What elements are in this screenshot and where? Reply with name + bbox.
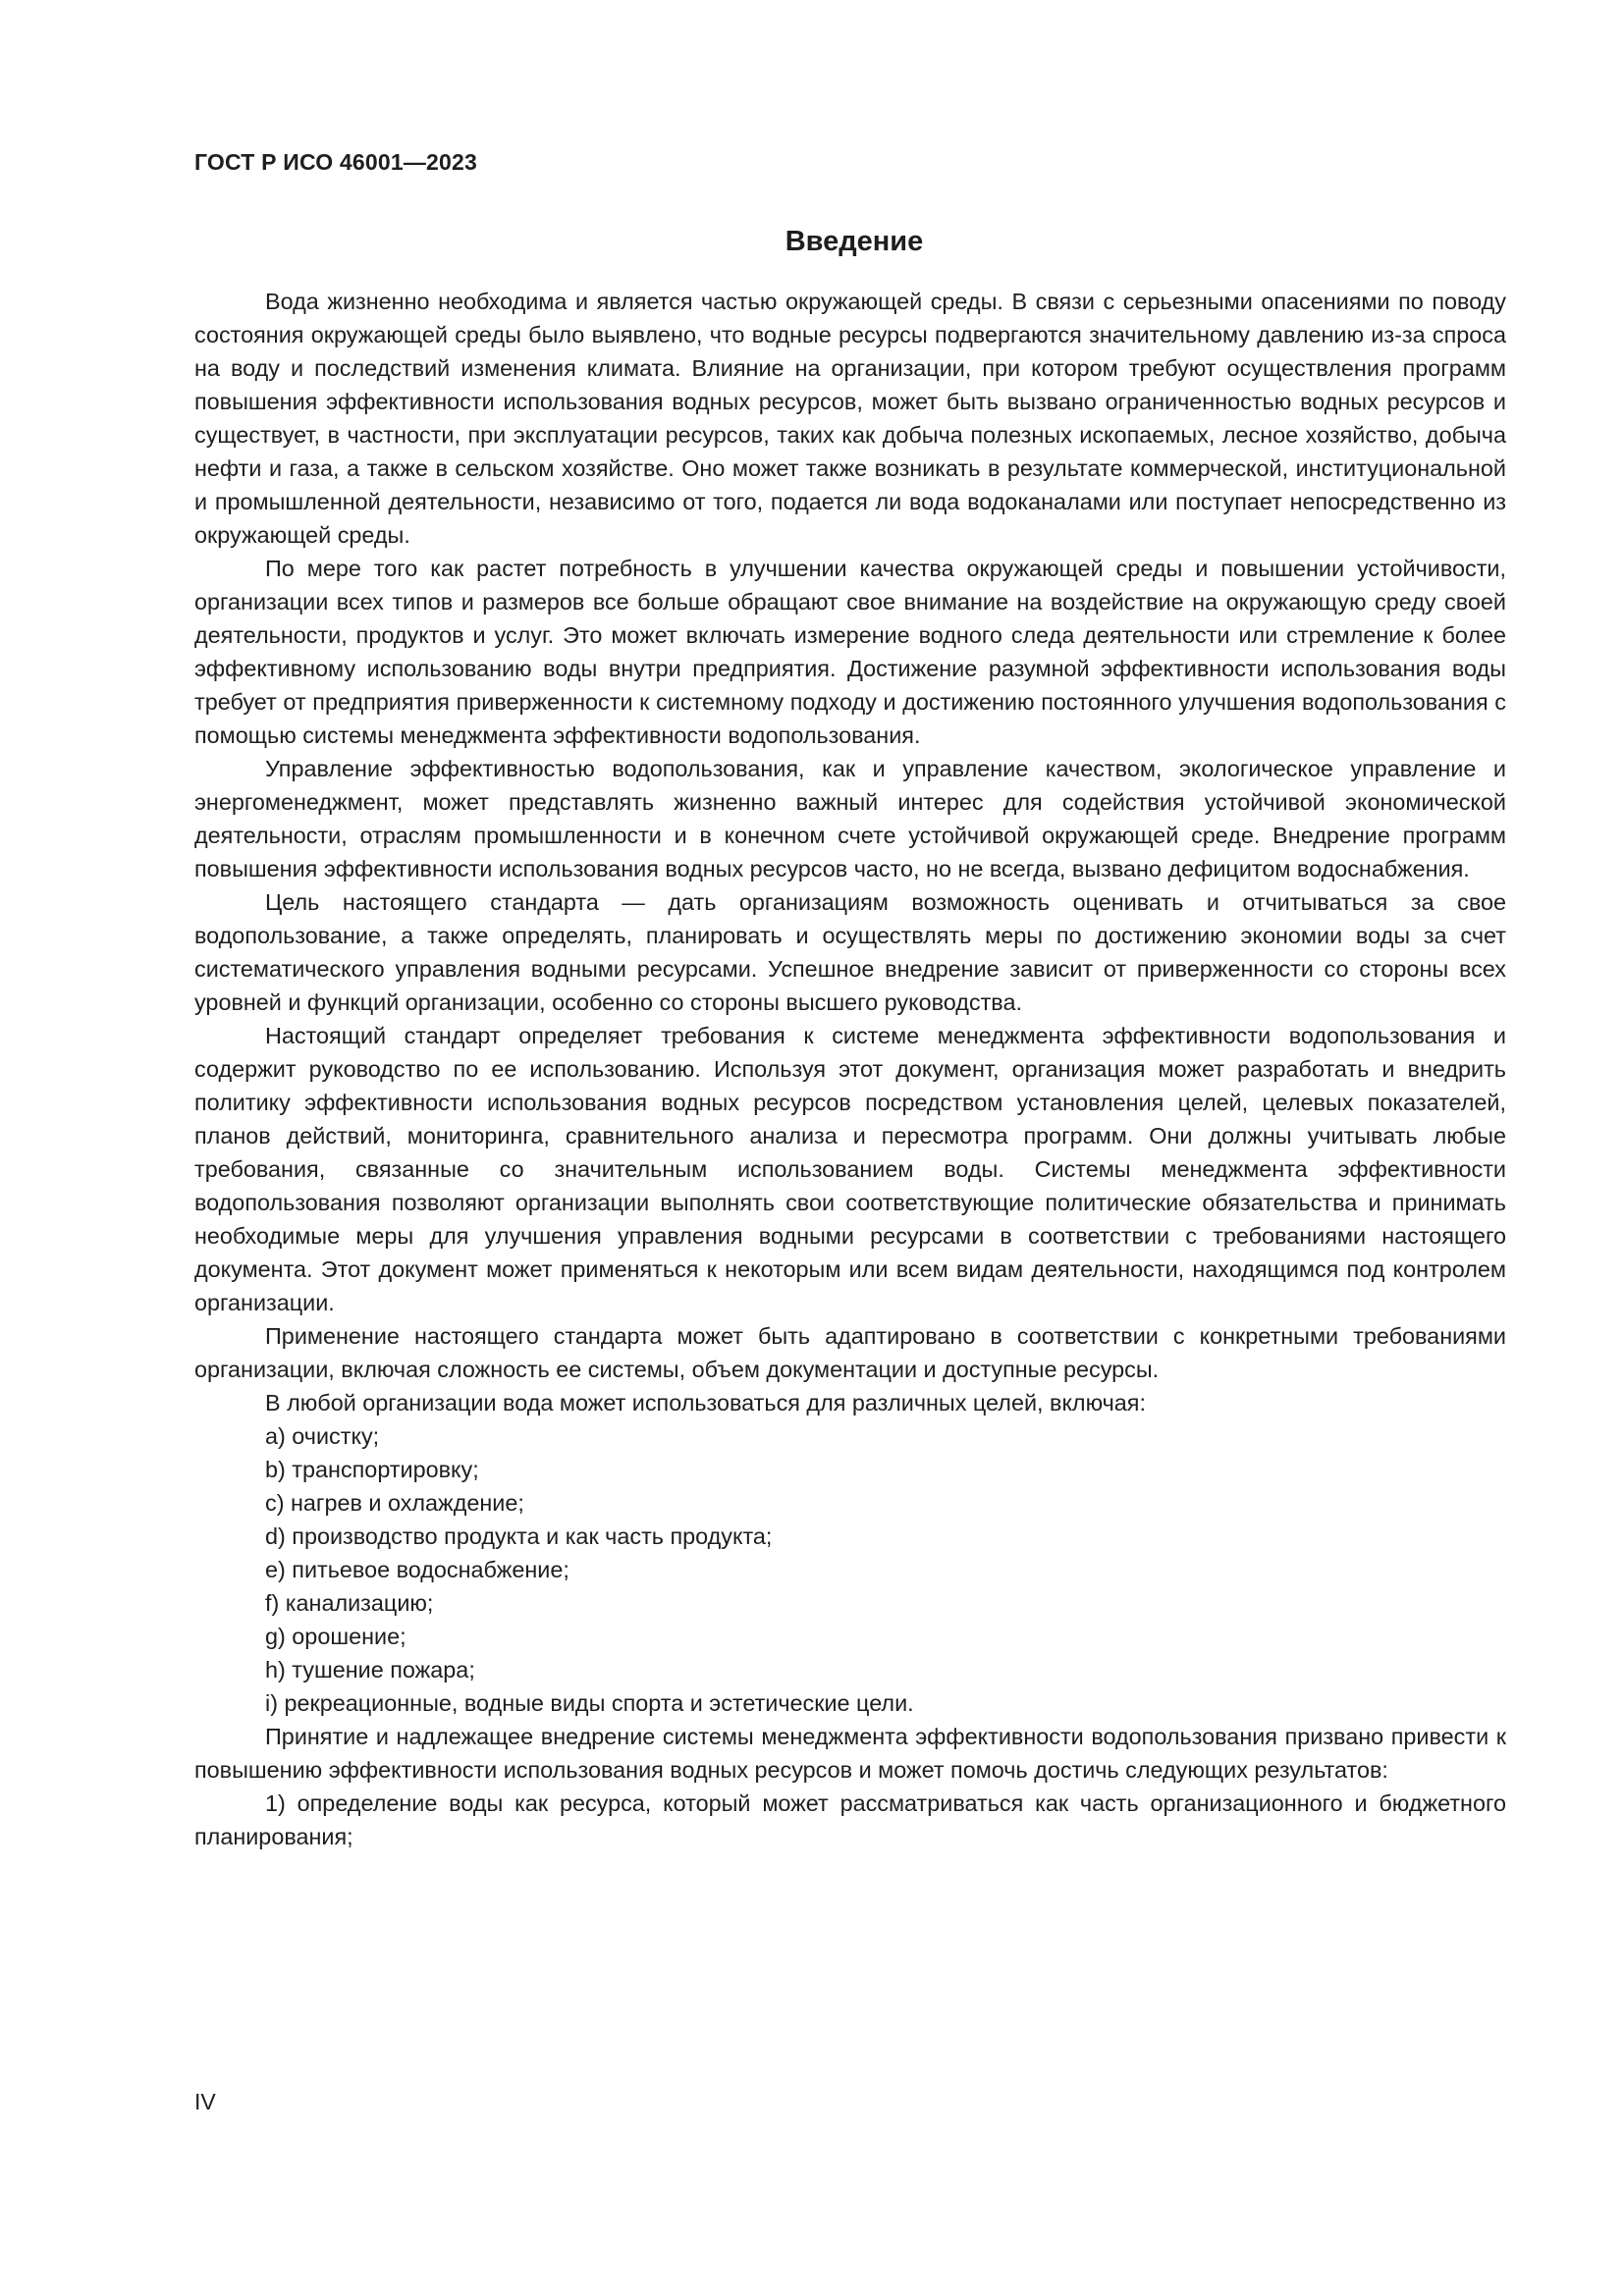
purpose-list-item: b) транспортировку; xyxy=(265,1457,479,1482)
page-number: IV xyxy=(194,2089,216,2114)
paragraph-4: Цель настоящего стандарта — дать организациям возможность оценивать и отчитываться за свое водопользование, а также определять, планировать и осуществлять меры по достижению экономии воды за счет систематического управления водными ресурсами. Успешное внедрение зависит от приверженности со стороны всех уровней и функций организации, особенно со стороны высшего руководства. xyxy=(194,889,1506,1015)
body-text xyxy=(194,285,1506,1853)
purpose-list-item: e) питьевое водоснабжение; xyxy=(265,1557,569,1582)
paragraph-3: Управление эффективностью водопользования, как и управление качеством, экологическое управление и энергоменеджмент, может представлять жизненно важный интерес для содействия устойчивой экономической деятельности, отраслям промышленности и в конечном счете устойчивой окружающей среде. Внедрение программ повышения эффективности использования водных ресурсов часто, но не всегда, вызвано дефицитом водоснабжения. xyxy=(194,756,1506,881)
paragraph-5: Настоящий стандарт определяет требования к системе менеджмента эффективности водопользования и содержит руководство по ее использованию. Используя этот документ, организация может разработать и внедрить политику эффективности использования водных ресурсов посредством установления целей, целевых показателей, планов действий, мониторинга, сравнительного анализа и пересмотра программ. Они должны учитывать любые требования, связанные со значительным использованием воды. Системы менеджмента эффективности водопользования позволяют организации выполнять свои соответствующие политические обязательства и принимать необходимые меры для улучшения управления водными ресурсами в соответствии с требованиями настоящего документа. Этот документ может применяться к некоторым или всем видам деятельности, находящимся под контролем организации. xyxy=(194,1023,1506,1315)
paragraph-6: Применение настоящего стандарта может быть адаптировано в соответствии с конкретными требованиями организации, включая сложность ее системы, объем документации и доступные ресурсы. xyxy=(194,1323,1506,1382)
closing-paragraph: Принятие и надлежащее внедрение системы менеджмента эффективности водопользования призвано привести к повышению эффективности использования водных ресурсов и может помочь достичь следующих результатов: xyxy=(194,1724,1506,1783)
paragraph-7: В любой организации вода может использоваться для различных целей, включая: xyxy=(265,1390,1146,1415)
paragraph-1: Вода жизненно необходима и является частью окружающей среды. В связи с серьезными опасениями по поводу состояния окружающей среды было выявлено, что водные ресурсы подвергаются значительному давлению из-за спроса на воду и последствий изменения климата. Влияние на организации, при котором требуют осуществления программ повышения эффективности использования водных ресурсов, может быть вызвано ограниченностью водных ресурсов и существует, в частности, при эксплуатации ресурсов, таких как добыча полезных ископаемых, лесное хозяйство, добыча нефти и газа, а также в сельском хозяйстве. Оно может также возникать в результате коммерческой, институциональной и промышленной деятельности, независимо от того, подается ли вода водоканалами или поступает непосредственно из окружающей среды. xyxy=(194,289,1506,548)
purpose-list-item: g) орошение; xyxy=(265,1624,406,1649)
paragraph-2: По мере того как растет потребность в улучшении качества окружающей среды и повышении устойчивости, организации всех типов и размеров все больше обращают свое внимание на воздействие на окружающую среду своей деятельности, продуктов и услуг. Это может включать измерение водного следа деятельности или стремление к более эффективному использованию воды внутри предприятия. Достижение разумной эффективности использования воды требует от предприятия приверженности к системному подходу и достижению постоянного улучшения водопользования с помощью системы менеджмента эффективности водопользования. xyxy=(194,556,1506,748)
purpose-list-item: d) производство продукта и как часть продукта; xyxy=(265,1523,773,1549)
purpose-list-item: i) рекреационные, водные виды спорта и эстетические цели. xyxy=(265,1690,914,1716)
section-title: Введение xyxy=(785,226,924,257)
purpose-list-item: h) тушение пожара; xyxy=(265,1657,475,1682)
purpose-list-item: f) канализацию; xyxy=(265,1590,434,1616)
purpose-list-item: a) очистку; xyxy=(265,1423,380,1449)
result-list-item: 1) определение воды как ресурса, который может рассматриваться как часть организационного и бюджетного планирования; xyxy=(194,1790,1506,1849)
document-code-header: ГОСТ Р ИСО 46001—2023 xyxy=(194,149,478,175)
purpose-list-item: c) нагрев и охлаждение; xyxy=(265,1490,524,1516)
